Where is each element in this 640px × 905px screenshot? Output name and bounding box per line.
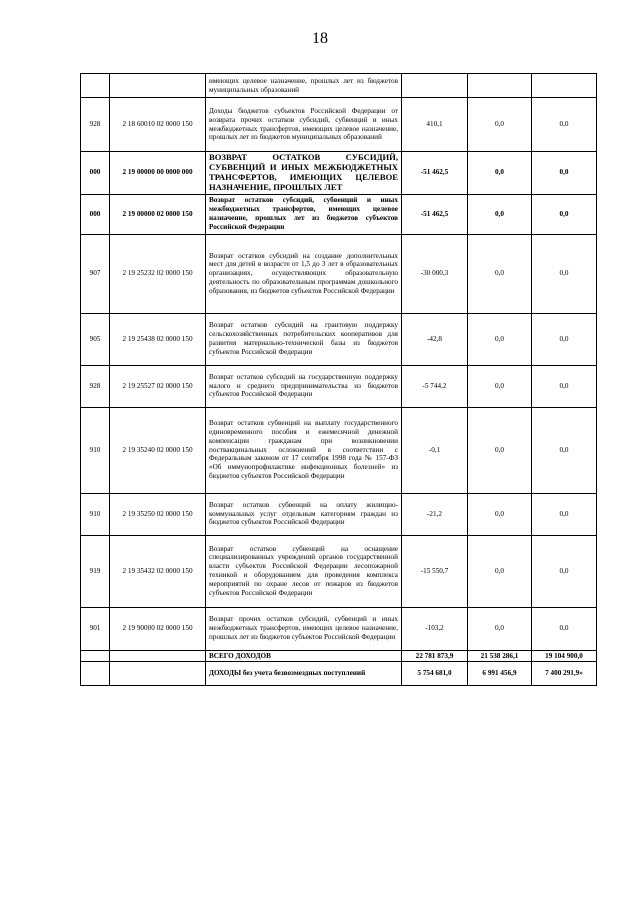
amount-year1-cell: -51 462,5 — [402, 194, 468, 234]
budget-code-cell: 2 19 00000 00 0000 000 — [110, 152, 206, 195]
amount-year2-cell: 0,0 — [468, 234, 532, 313]
income-name-cell: Возврат остатков субсидий на государственную поддержку малого и среднего предпринимательства из бюджетов субъектов Российской Федерации — [206, 365, 402, 407]
table-row — [81, 152, 597, 195]
amount-year1-cell: 410,1 — [402, 98, 468, 152]
admin-code-cell: 910 — [81, 407, 110, 493]
table-row — [81, 493, 597, 535]
amount-year3-cell: 0,0 — [532, 535, 597, 607]
amount-year3-cell: 0,0 — [532, 234, 597, 313]
amount-year1-cell: 22 781 873,9 — [402, 650, 468, 662]
income-name-cell: ДОХОДЫ без учета безвозмездных поступлений — [206, 662, 402, 686]
table-row — [81, 650, 597, 662]
amount-year3-cell: 19 104 900,0 — [532, 650, 597, 662]
amount-year1-cell: -103,2 — [402, 607, 468, 650]
amount-year1-cell: -0,1 — [402, 407, 468, 493]
amount-year3-cell: 0,0 — [532, 365, 597, 407]
amount-year2-cell: 0,0 — [468, 152, 532, 195]
amount-year3-cell: 0,0 — [532, 407, 597, 493]
income-name-cell: Возврат остатков субсидий на создание дополнительных мест для детей в возрасте от 1,5 до 3 лет в образовательных организациях, осуществляющих образовательную деятельность по образовательным программам дошкольного образования, из бюджетов субъектов Российской Федерации — [206, 234, 402, 313]
amount-year3-cell: 0,0 — [532, 493, 597, 535]
amount-year1-cell: -30 000,3 — [402, 234, 468, 313]
budget-code-cell: 2 19 25527 02 0000 150 — [110, 365, 206, 407]
table-row — [81, 234, 597, 313]
amount-year3-cell: 0,0 — [532, 194, 597, 234]
admin-code-cell: 919 — [81, 535, 110, 607]
income-name-cell: ВСЕГО ДОХОДОВ — [206, 650, 402, 662]
amount-year2-cell: 0,0 — [468, 365, 532, 407]
admin-code-cell — [81, 650, 110, 662]
table-row — [81, 98, 597, 152]
admin-code-cell — [81, 662, 110, 686]
income-name-cell: Возврат прочих остатков субсидий, субвенций и иных межбюджетных трансфертов, имеющих целевое назначение, прошлых лет из бюджетов субъектов Российской Федерации — [206, 607, 402, 650]
table-row — [81, 74, 597, 98]
amount-year2-cell: 21 538 286,1 — [468, 650, 532, 662]
table-row — [81, 607, 597, 650]
budget-code-cell — [110, 74, 206, 98]
page-number: 18 — [312, 30, 328, 47]
amount-year2-cell: 0,0 — [468, 98, 532, 152]
budget-code-cell: 2 19 35240 02 0000 150 — [110, 407, 206, 493]
amount-year2-cell: 0,0 — [468, 313, 532, 365]
income-name-cell: Доходы бюджетов субъектов Российской Федерации от возврата прочих остатков субсидий, субвенций и иных межбюджетных трансфертов, имеющих целевое назначение, прошлых лет из бюджетов муниципальных образований — [206, 98, 402, 152]
budget-code-cell: 2 19 25438 02 0000 150 — [110, 313, 206, 365]
admin-code-cell: 000 — [81, 152, 110, 195]
amount-year2-cell: 0,0 — [468, 407, 532, 493]
budget-code-cell: 2 18 60010 02 0000 150 — [110, 98, 206, 152]
amount-year3-cell: 7 400 291,9» — [532, 662, 597, 686]
admin-code-cell: 928 — [81, 98, 110, 152]
budget-code-cell — [110, 662, 206, 686]
amount-year1-cell: -21,2 — [402, 493, 468, 535]
amount-year1-cell: -51 462,5 — [402, 152, 468, 195]
amount-year3-cell: 0,0 — [532, 98, 597, 152]
income-name-cell: Возврат остатков субвенций на оплату жилищно-коммунальных услуг отдельным категориям граждан из бюджетов субъектов Российской Федерации — [206, 493, 402, 535]
amount-year2-cell — [468, 74, 532, 98]
income-name-cell: Возврат остатков субсидий, субвенций и иных межбюджетных трансфертов, имеющих целевое назначение, прошлых лет из бюджетов субъектов Российской Федерации — [206, 194, 402, 234]
income-name-cell: имеющих целевое назначение, прошлых лет из бюджетов муниципальных образований — [206, 74, 402, 98]
admin-code-cell: 907 — [81, 234, 110, 313]
amount-year2-cell: 0,0 — [468, 493, 532, 535]
income-name-cell: Возврат остатков субвенций на выплату государственного единовременного пособия и ежемесячной денежной компенсации гражданам при возникновении поствакцинальных осложнений в соответствии с Федеральным законом от 17 сентября 1998 года № 157-ФЗ «Об иммунопрофилактике инфекционных болезней» из бюджетов субъектов Российской Федерации — [206, 407, 402, 493]
budget-code-cell: 2 19 90000 02 0000 150 — [110, 607, 206, 650]
admin-code-cell: 901 — [81, 607, 110, 650]
amount-year1-cell: -5 744,2 — [402, 365, 468, 407]
budget-code-cell: 2 19 35250 02 0000 150 — [110, 493, 206, 535]
budget-code-cell: 2 19 00000 02 0000 150 — [110, 194, 206, 234]
amount-year1-cell: -15 550,7 — [402, 535, 468, 607]
income-name-cell: ВОЗВРАТ ОСТАТКОВ СУБСИДИЙ, СУБВЕНЦИЙ И ИНЫХ МЕЖБЮДЖЕТНЫХ ТРАНСФЕРТОВ, ИМЕЮЩИХ ЦЕЛЕВОЕ НАЗНАЧЕНИЕ, ПРОШЛЫХ ЛЕТ — [206, 152, 402, 195]
budget-code-cell: 2 19 35432 02 0000 150 — [110, 535, 206, 607]
amount-year3-cell: 0,0 — [532, 607, 597, 650]
amount-year2-cell: 6 991 456,9 — [468, 662, 532, 686]
table-row — [81, 313, 597, 365]
table-row — [81, 535, 597, 607]
amount-year3-cell: 0,0 — [532, 152, 597, 195]
amount-year3-cell — [532, 74, 597, 98]
budget-code-cell: 2 19 25232 02 0000 150 — [110, 234, 206, 313]
table-row — [81, 662, 597, 686]
admin-code-cell: 928 — [81, 365, 110, 407]
amount-year3-cell: 0,0 — [532, 313, 597, 365]
admin-code-cell: 000 — [81, 194, 110, 234]
amount-year1-cell: 5 754 681,0 — [402, 662, 468, 686]
table-row — [81, 365, 597, 407]
amount-year2-cell: 0,0 — [468, 607, 532, 650]
amount-year1-cell: -42,8 — [402, 313, 468, 365]
budget-code-cell — [110, 650, 206, 662]
admin-code-cell: 905 — [81, 313, 110, 365]
income-name-cell: Возврат остатков субвенций на оснащение специализированных учреждений органов государственной власти субъектов Российской Федерации лесопожарной техникой и оборудованием для проведения комплекса мероприятий по охране лесов от пожаров из бюджетов субъектов Российской Федерации — [206, 535, 402, 607]
table-row — [81, 194, 597, 234]
table-row — [81, 407, 597, 493]
income-name-cell: Возврат остатков субсидий на грантовую поддержку сельскохозяйственных потребительских кооперативов для развития материально-технической базы из бюджетов субъектов Российской Федерации — [206, 313, 402, 365]
amount-year2-cell: 0,0 — [468, 194, 532, 234]
admin-code-cell: 910 — [81, 493, 110, 535]
amount-year2-cell: 0,0 — [468, 535, 532, 607]
amount-year1-cell — [402, 74, 468, 98]
revenue-table — [80, 73, 597, 686]
admin-code-cell — [81, 74, 110, 98]
